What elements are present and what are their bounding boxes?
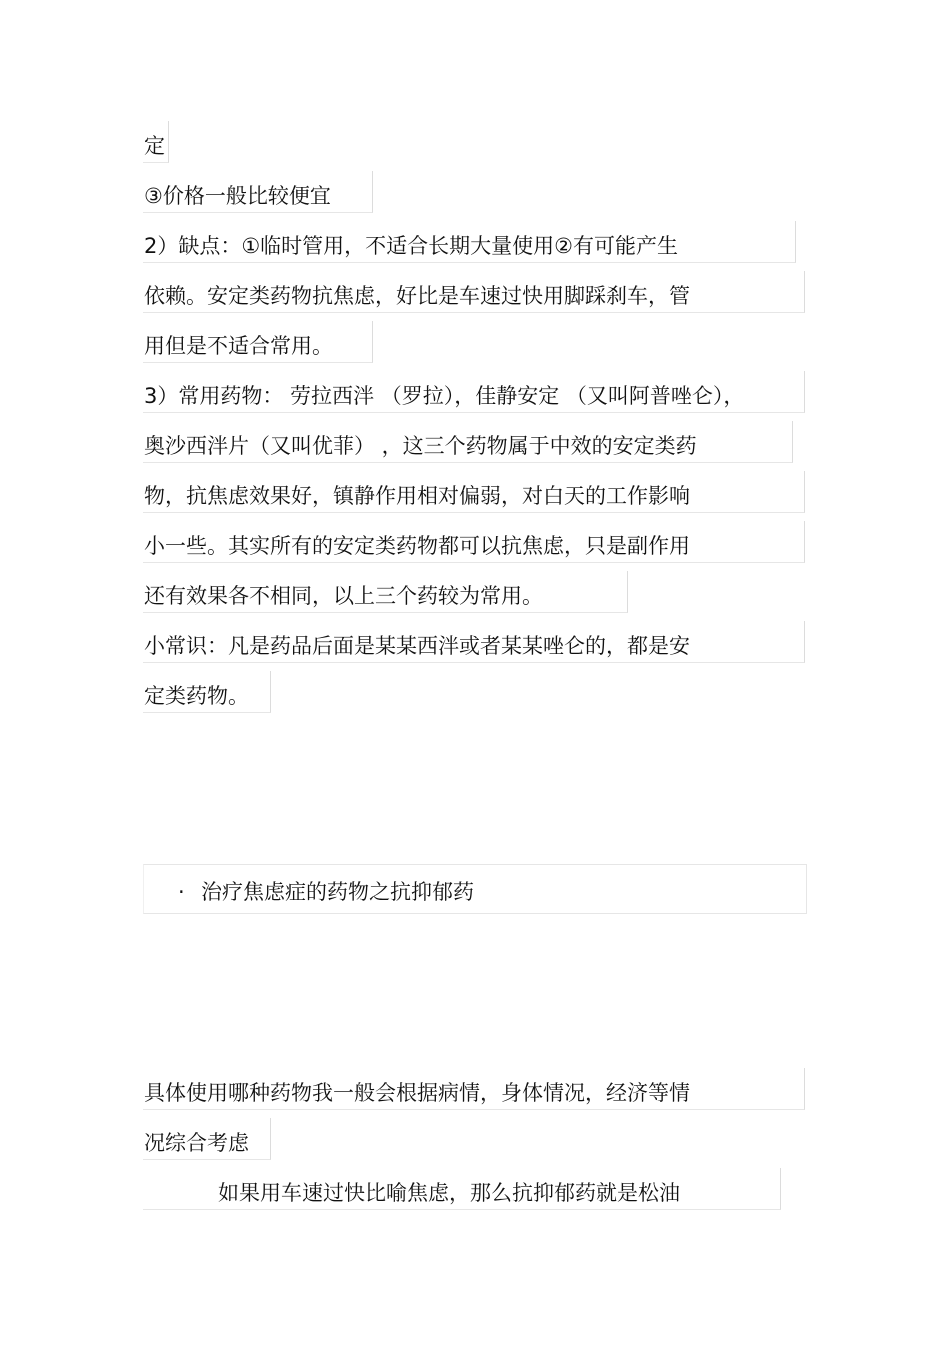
line-text: 用但是不适合常用。 xyxy=(144,334,333,358)
line-text: 还有效果各不相同，以上三个药较为常用。 xyxy=(144,584,543,608)
line-text: 小常识：凡是药品后面是某某西泮或者某某唑仑的，都是安 xyxy=(144,634,690,658)
line-text: 3）常用药物： 劳拉西泮 （罗拉），佳静安定 （又叫阿普唑仑）， xyxy=(144,384,745,408)
line-text: 如果用车速过快比喻焦虑，那么抗抑郁药就是松油 xyxy=(218,1181,680,1205)
line-text: 况综合考虑 xyxy=(144,1131,249,1155)
text-line xyxy=(143,671,271,713)
section-heading-text: 治疗焦虑症的药物之抗抑郁药 xyxy=(201,880,474,904)
line-text: 2）缺点：①临时管用，不适合长期大量使用②有可能产生 xyxy=(144,234,679,258)
text-line xyxy=(143,221,796,263)
bullet-icon: · xyxy=(178,880,185,904)
line-text: 小一些。其实所有的安定类药物都可以抗焦虑，只是副作用 xyxy=(144,534,690,558)
text-line xyxy=(143,121,169,163)
text-line xyxy=(143,1168,781,1210)
line-text: 定类药物。 xyxy=(144,684,249,708)
text-line xyxy=(143,621,805,663)
text-line xyxy=(143,271,805,313)
text-line xyxy=(143,421,793,463)
line-text: 物，抗焦虑效果好，镇静作用相对偏弱，对白天的工作影响 xyxy=(144,484,690,508)
text-line xyxy=(143,1068,805,1110)
line-text: 奥沙西泮片（又叫优菲） ，这三个药物属于中效的安定类药 xyxy=(144,434,697,458)
text-line xyxy=(143,471,805,513)
line-text: 依赖。安定类药物抗焦虑，好比是车速过快用脚踩刹车，管 xyxy=(144,284,690,308)
line-text: ③价格一般比较便宜 xyxy=(144,184,331,208)
text-line xyxy=(143,521,805,563)
text-line xyxy=(143,1118,271,1160)
line-text: 具体使用哪种药物我一般会根据病情，身体情况，经济等情 xyxy=(144,1081,690,1105)
text-line xyxy=(143,371,805,413)
text-line xyxy=(143,321,373,363)
line-text: 定 xyxy=(144,134,165,158)
section-heading xyxy=(143,864,807,914)
text-line xyxy=(143,571,628,613)
text-line xyxy=(143,171,373,213)
